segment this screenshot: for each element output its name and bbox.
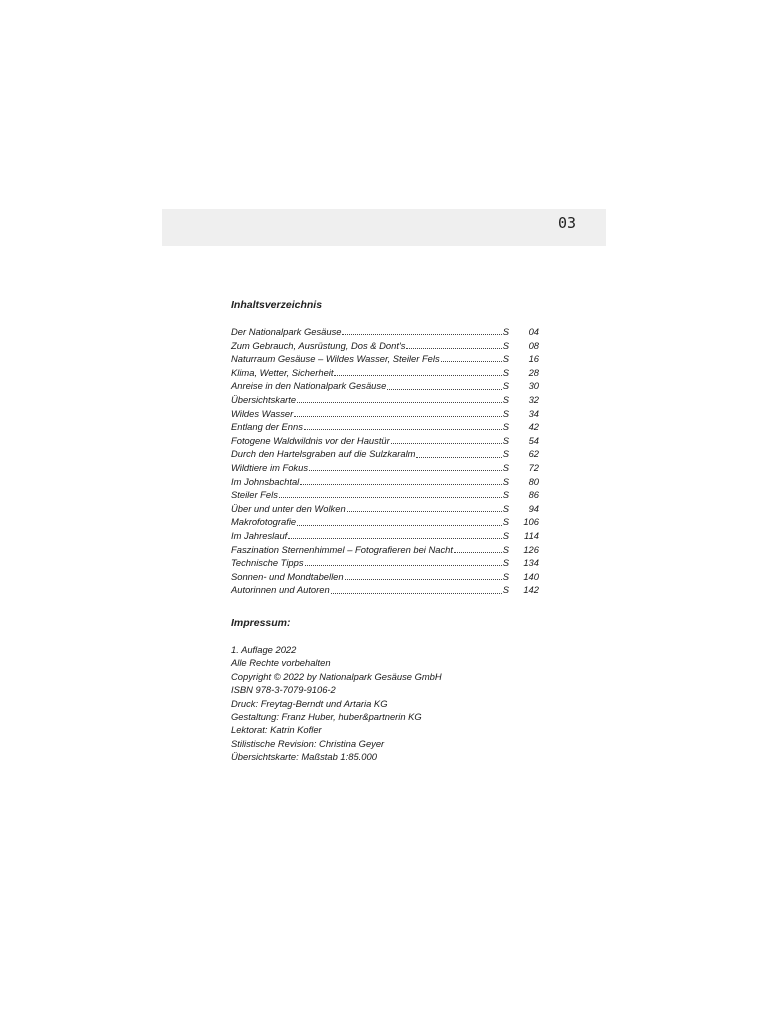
toc-entry-title: Wildes Wasser — [231, 407, 294, 419]
toc-entry-title: Fotogene Waldwildnis vor der Haustür — [231, 434, 390, 446]
toc-leader-dots — [406, 348, 501, 349]
toc-entry-title: Zum Gebrauch, Ausrüstung, Dos & Dont's — [231, 339, 406, 351]
toc-entry-page: 126 — [523, 543, 539, 555]
toc-entry — [231, 543, 539, 557]
impressum-line: Alle Rechte vorbehalten — [231, 657, 331, 669]
toc-entry — [231, 447, 539, 461]
toc-entry — [231, 339, 539, 353]
toc-entry-page: 134 — [523, 557, 539, 569]
toc-page-prefix: S — [502, 326, 509, 337]
toc-page-prefix: S — [502, 461, 509, 473]
table-of-contents — [231, 325, 539, 597]
toc-entry-title: Über und unter den Wolken — [231, 502, 346, 514]
toc-leader-dots — [342, 334, 501, 335]
toc-entry — [231, 475, 539, 489]
toc-entry-title: Wildtiere im Fokus — [231, 461, 309, 473]
toc-entry-page: 106 — [523, 516, 539, 528]
impressum-line: ISBN 978-3-7079-9106-2 — [231, 684, 336, 696]
toc-page-prefix: S — [502, 366, 509, 378]
toc-leader-dots — [279, 497, 502, 498]
toc-page-prefix: S — [502, 421, 509, 433]
toc-page-prefix: S — [502, 407, 509, 419]
toc-entry-title: Durch den Hartelsgraben auf die Sulzkaralm — [231, 448, 416, 460]
toc-entry — [231, 529, 539, 543]
toc-page-prefix: S — [502, 543, 509, 555]
impressum-line: 1. Auflage 2022 — [231, 644, 297, 655]
toc-page-prefix: S — [502, 489, 509, 501]
toc-entry — [231, 393, 539, 407]
toc-entry — [231, 420, 539, 434]
page-number: 03 — [557, 214, 576, 232]
toc-entry-title: Im Jahreslauf — [231, 529, 288, 541]
toc-entry-title: Autorinnen und Autoren — [231, 584, 330, 596]
toc-entry-page: 114 — [524, 529, 539, 541]
toc-entry-page: 62 — [528, 448, 539, 460]
toc-entry-title: Sonnen- und Mondtabellen — [231, 570, 344, 582]
toc-entry-title: Der Nationalpark Gesäuse — [231, 326, 342, 337]
toc-entry — [231, 583, 539, 597]
toc-leader-dots — [331, 593, 502, 594]
toc-leader-dots — [304, 429, 502, 430]
toc-leader-dots — [454, 552, 502, 553]
toc-entry — [231, 325, 539, 339]
toc-leader-dots — [297, 402, 502, 403]
toc-entry-page: 54 — [528, 434, 539, 446]
toc-entry-title: Makrofotografie — [231, 516, 297, 528]
toc-page-prefix: S — [502, 448, 509, 460]
toc-leader-dots — [297, 525, 502, 526]
toc-page-prefix: S — [502, 393, 509, 405]
toc-leader-dots — [305, 565, 502, 566]
toc-heading: Inhaltsverzeichnis — [231, 299, 323, 311]
toc-entry — [231, 366, 539, 380]
toc-leader-dots — [391, 443, 502, 444]
impressum-line: Druck: Freytag-Berndt und Artaria KG — [231, 697, 388, 709]
toc-leader-dots — [288, 538, 501, 539]
toc-leader-dots — [345, 579, 502, 580]
toc-page-prefix: S — [502, 434, 509, 446]
toc-entry — [231, 434, 539, 448]
toc-page-prefix: S — [502, 557, 509, 569]
toc-entry-title: Übersichtskarte — [231, 393, 297, 405]
toc-entry-page: 94 — [528, 502, 539, 514]
toc-entry — [231, 488, 539, 502]
toc-entry-page: 142 — [523, 584, 539, 596]
toc-entry — [231, 352, 539, 366]
toc-leader-dots — [334, 375, 501, 376]
toc-leader-dots — [387, 389, 501, 390]
toc-leader-dots — [416, 457, 501, 458]
toc-entry-page: 140 — [523, 570, 539, 582]
toc-page-prefix: S — [502, 475, 509, 487]
toc-entry-title: Technische Tipps — [231, 557, 304, 569]
toc-entry-title: Faszination Sternenhimmel – Fotografieren bei Nacht — [231, 543, 453, 555]
toc-page-prefix: S — [502, 529, 509, 541]
toc-entry-title: Klima, Wetter, Sicherheit — [231, 366, 334, 378]
header-band — [162, 209, 606, 246]
toc-entry-page: 34 — [528, 407, 539, 419]
toc-leader-dots — [294, 416, 501, 417]
toc-leader-dots — [300, 484, 501, 485]
toc-entry-page: 30 — [528, 380, 539, 392]
toc-entry-page: 04 — [528, 326, 539, 337]
impressum-list — [231, 643, 442, 764]
toc-entry — [231, 461, 539, 475]
toc-entry-page: 28 — [528, 366, 539, 378]
toc-page-prefix: S — [502, 570, 509, 582]
toc-page-prefix: S — [502, 339, 509, 351]
toc-entry — [231, 556, 539, 570]
toc-entry-page: 32 — [528, 393, 539, 405]
toc-leader-dots — [309, 470, 502, 471]
toc-entry — [231, 407, 539, 421]
toc-leader-dots — [347, 511, 502, 512]
toc-entry — [231, 379, 539, 393]
toc-entry-page: 80 — [528, 475, 539, 487]
impressum-heading: Impressum: — [231, 617, 291, 629]
toc-entry-title: Naturraum Gesäuse – Wildes Wasser, Steiler Fels — [231, 353, 440, 365]
toc-entry-title: Steiler Fels — [231, 489, 278, 501]
impressum-line: Stilistische Revision: Christina Geyer — [231, 737, 385, 749]
toc-page-prefix: S — [502, 502, 509, 514]
toc-entry-title: Im Johnsbachtal — [231, 475, 300, 487]
impressum-line: Gestaltung: Franz Huber, huber&partnerin KG — [231, 711, 422, 723]
toc-page-prefix: S — [502, 584, 509, 596]
impressum-line: Lektorat: Katrin Kofler — [231, 724, 322, 736]
toc-leader-dots — [441, 361, 502, 362]
toc-entry — [231, 515, 539, 529]
toc-entry-page: 86 — [528, 489, 539, 501]
toc-entry-page: 72 — [528, 461, 539, 473]
impressum-line: Übersichtskarte: Maßstab 1:85.000 — [231, 751, 377, 763]
toc-page-prefix: S — [502, 353, 509, 365]
impressum-line: Copyright © 2022 by Nationalpark Gesäuse GmbH — [231, 670, 442, 682]
toc-entry-title: Anreise in den Nationalpark Gesäuse — [231, 380, 387, 392]
toc-entry — [231, 570, 539, 584]
toc-entry-page: 16 — [528, 353, 539, 365]
toc-entry-title: Entlang der Enns — [231, 421, 303, 433]
toc-entry-page: 08 — [528, 339, 539, 351]
toc-page-prefix: S — [502, 380, 509, 392]
toc-entry — [231, 502, 539, 516]
toc-page-prefix: S — [502, 516, 509, 528]
toc-entry-page: 42 — [528, 421, 539, 433]
